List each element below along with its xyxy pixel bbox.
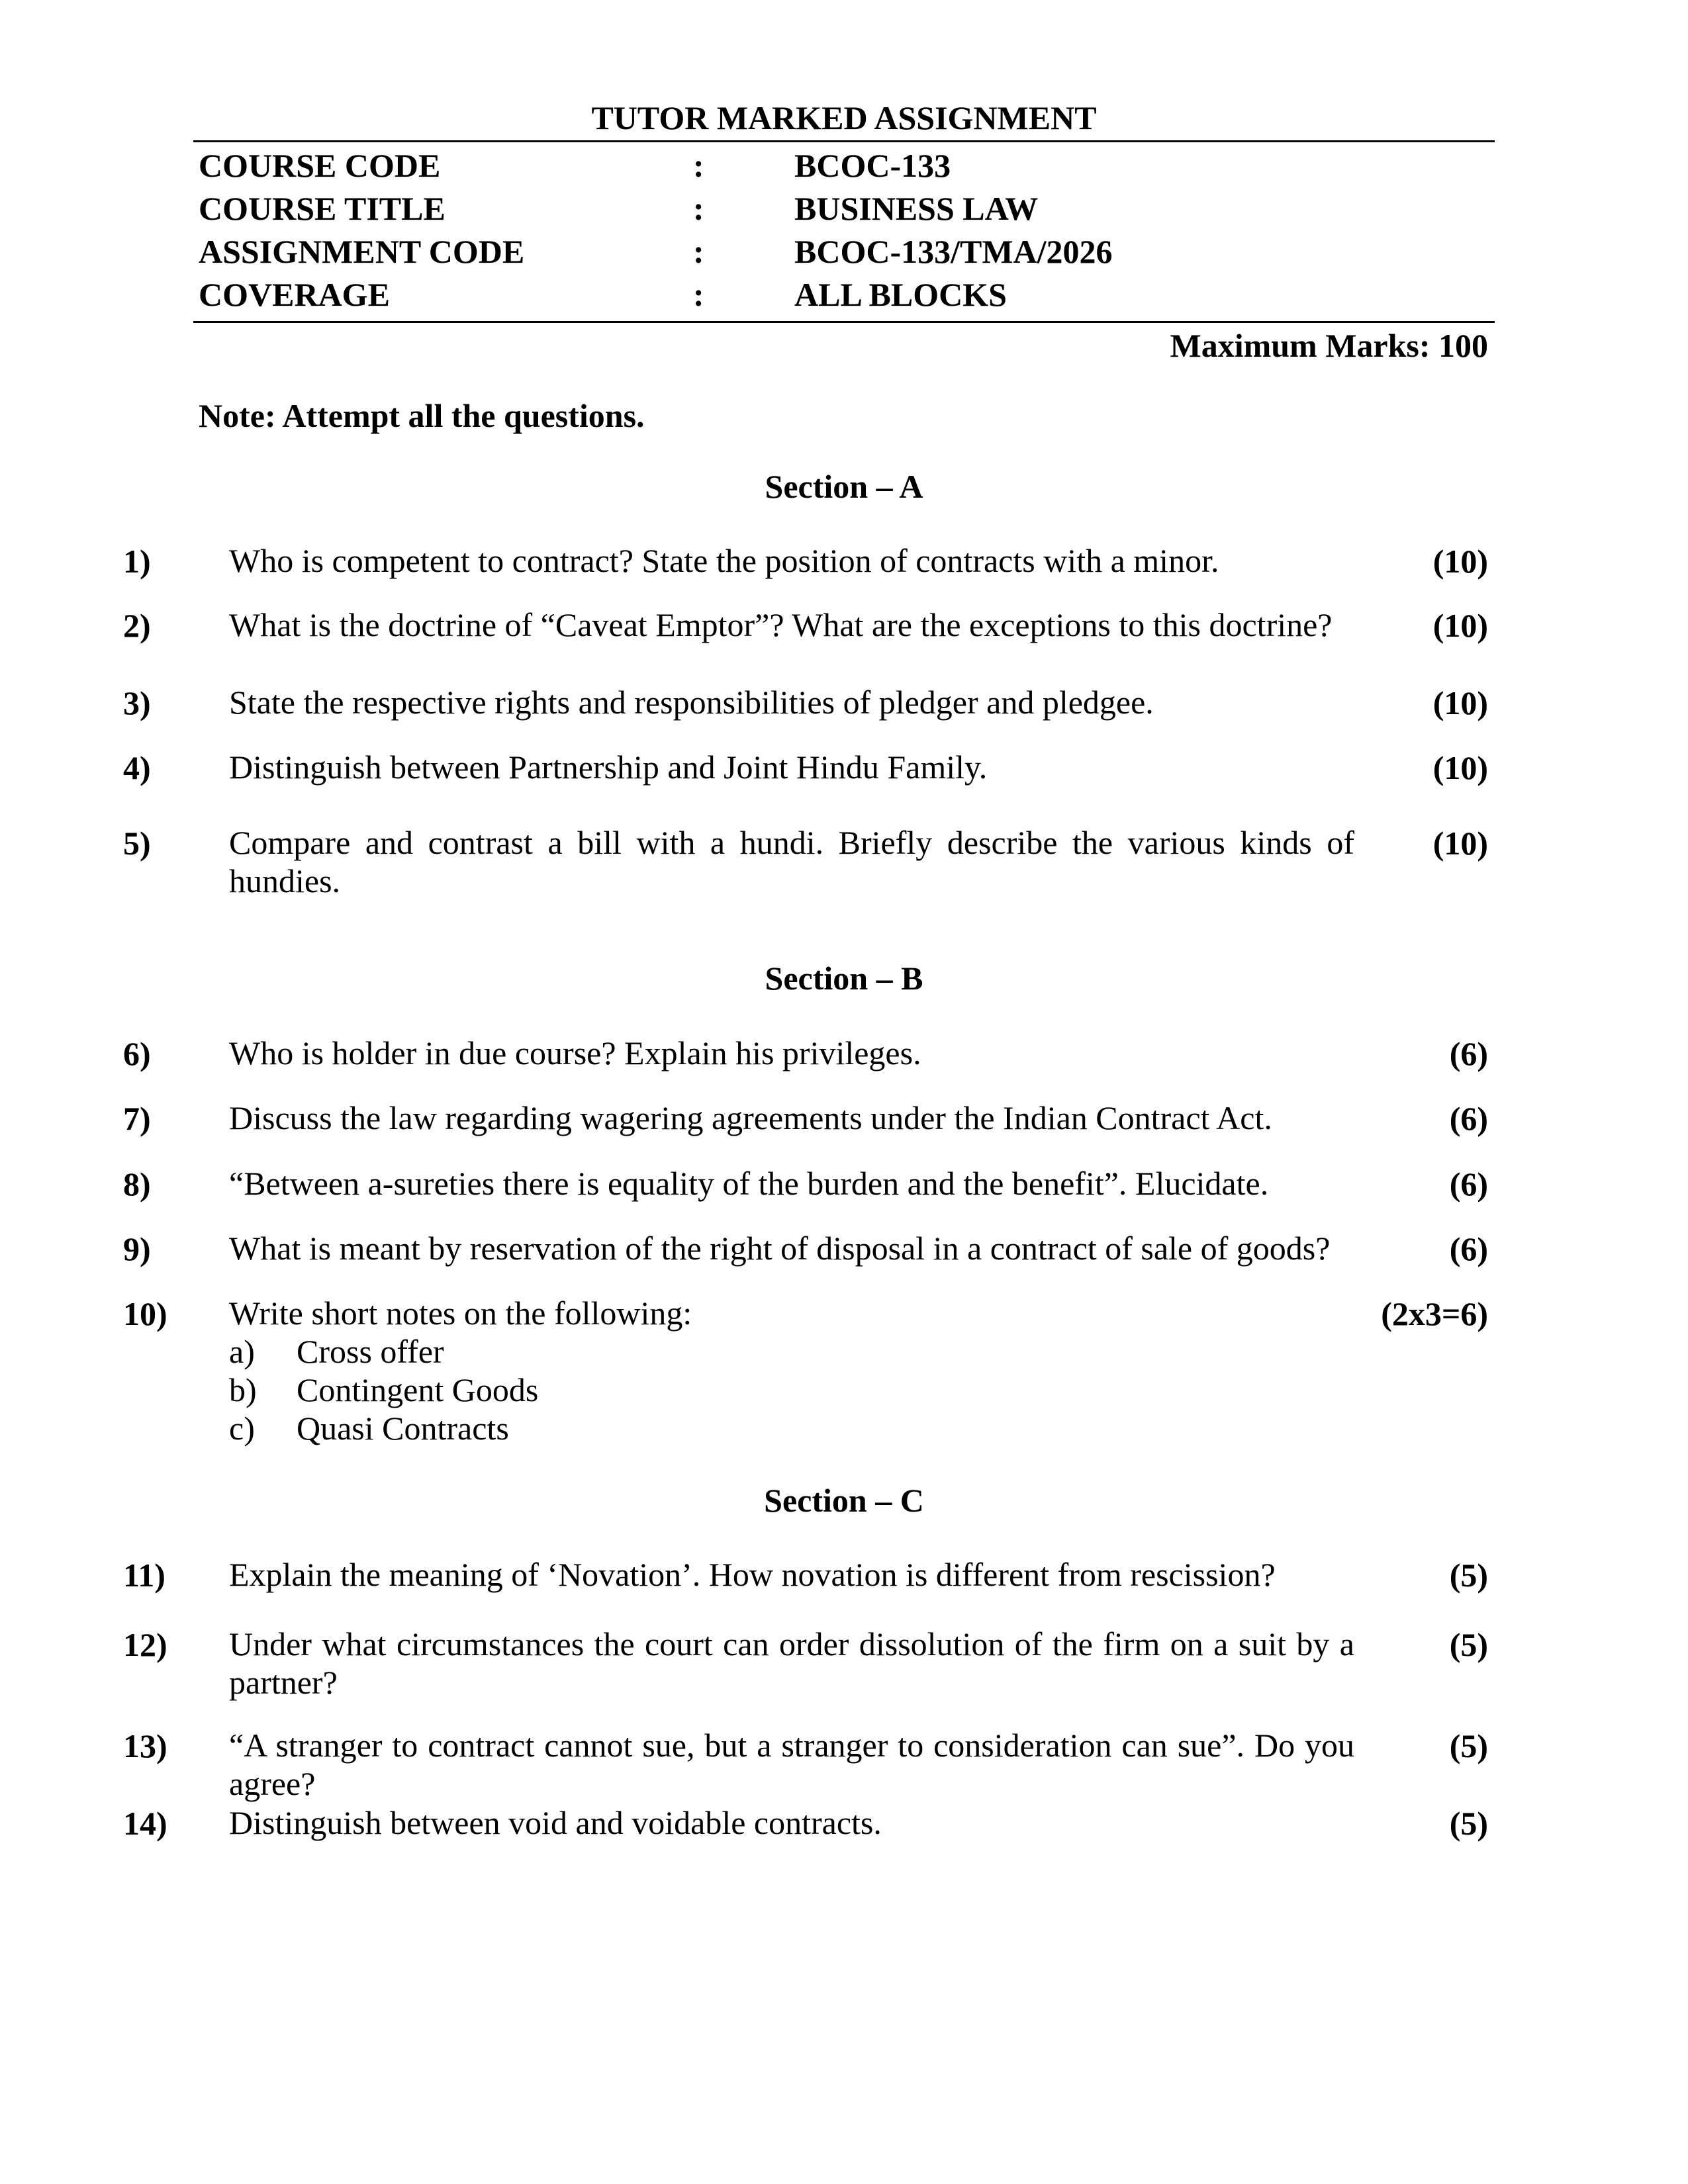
question-number: 10)	[123, 1295, 167, 1332]
question-marks: (6)	[1449, 1035, 1488, 1072]
document-title: TUTOR MARKED ASSIGNMENT	[591, 99, 1097, 136]
question-number: 11)	[123, 1557, 165, 1594]
question-marks: (10)	[1432, 543, 1488, 580]
subitem-text: Contingent Goods	[297, 1371, 539, 1408]
question-number: 14)	[123, 1805, 167, 1842]
question-text: Distinguish between void and voidable contracts.	[229, 1804, 882, 1841]
course-code-separator: :	[693, 147, 704, 184]
question-number: 9)	[123, 1230, 151, 1267]
question-number: 4)	[123, 749, 151, 786]
course-code-value: BCOC-133	[794, 147, 951, 184]
question-marks: (5)	[1449, 1727, 1488, 1764]
question-text: Explain the meaning of ‘Novation’. How novation is different from rescission?	[229, 1556, 1276, 1593]
question-number: 3)	[123, 684, 151, 721]
question-marks: (2x3=6)	[1381, 1295, 1488, 1332]
course-title-separator: :	[693, 190, 704, 227]
question-text: Compare and contrast a bill with a hundi. Briefly describe the various kinds of hundies.	[229, 824, 1354, 899]
coverage-label: COVERAGE	[199, 276, 390, 313]
header-top-rule	[193, 140, 1495, 142]
assignment-code-separator: :	[693, 233, 704, 270]
question-number: 13)	[123, 1727, 167, 1764]
question-text: Under what circumstances the court can order dissolution of the firm on a suit by a partner?	[229, 1625, 1354, 1701]
question-number: 8)	[123, 1165, 151, 1203]
question-text: Write short notes on the following:	[229, 1295, 692, 1332]
question-text: “Between a-sureties there is equality of the burden and the benefit”. Elucidate.	[229, 1165, 1269, 1202]
header-bottom-rule	[193, 321, 1495, 323]
question-marks: (10)	[1432, 607, 1488, 644]
course-code-label: COURSE CODE	[199, 147, 441, 184]
question-marks: (5)	[1449, 1805, 1488, 1842]
question-number: 7)	[123, 1100, 151, 1137]
subitem-text: Cross offer	[297, 1333, 444, 1370]
subitem-text: Quasi Contracts	[297, 1410, 509, 1447]
course-title-value: BUSINESS LAW	[794, 190, 1039, 227]
question-text: What is the doctrine of “Caveat Emptor”? What are the exceptions to this doctrine?	[229, 606, 1333, 643]
instruction-note: Note: Attempt all the questions.	[199, 397, 645, 434]
question-text: Distinguish between Partnership and Joint Hindu Family.	[229, 749, 988, 786]
section-c-heading: Section – C	[764, 1482, 924, 1519]
coverage-value: ALL BLOCKS	[794, 276, 1007, 313]
question-marks: (5)	[1449, 1557, 1488, 1594]
question-text: Discuss the law regarding wagering agreements under the Indian Contract Act.	[229, 1099, 1272, 1136]
question-text: What is meant by reservation of the right of disposal in a contract of sale of goods?	[229, 1230, 1331, 1267]
maximum-marks: Maximum Marks: 100	[1170, 327, 1488, 364]
question-number: 6)	[123, 1035, 151, 1072]
question-marks: (6)	[1449, 1165, 1488, 1203]
question-number: 5)	[123, 825, 151, 862]
question-marks: (10)	[1432, 749, 1488, 786]
question-number: 2)	[123, 607, 151, 644]
question-marks: (5)	[1449, 1626, 1488, 1663]
question-text: “A stranger to contract cannot sue, but a stranger to consideration can sue”. Do you agree?	[229, 1727, 1354, 1802]
section-b-heading: Section – B	[765, 960, 923, 997]
question-marks: (10)	[1432, 684, 1488, 721]
question-text: Who is competent to contract? State the position of contracts with a minor.	[229, 542, 1219, 579]
assignment-code-value: BCOC-133/TMA/2026	[794, 233, 1113, 270]
assignment-code-label: ASSIGNMENT CODE	[199, 233, 525, 270]
question-marks: (6)	[1449, 1100, 1488, 1137]
subitem-letter: b)	[229, 1371, 257, 1408]
question-marks: (6)	[1449, 1230, 1488, 1267]
question-marks: (10)	[1432, 825, 1488, 862]
subitem-letter: c)	[229, 1410, 255, 1447]
question-number: 1)	[123, 543, 151, 580]
section-a-heading: Section – A	[765, 468, 923, 505]
question-number: 12)	[123, 1626, 167, 1663]
course-title-label: COURSE TITLE	[199, 190, 445, 227]
coverage-separator: :	[693, 276, 704, 313]
subitem-letter: a)	[229, 1333, 255, 1370]
question-text: Who is holder in due course? Explain his privileges.	[229, 1034, 921, 1071]
question-text: State the respective rights and responsibilities of pledger and pledgee.	[229, 684, 1154, 721]
